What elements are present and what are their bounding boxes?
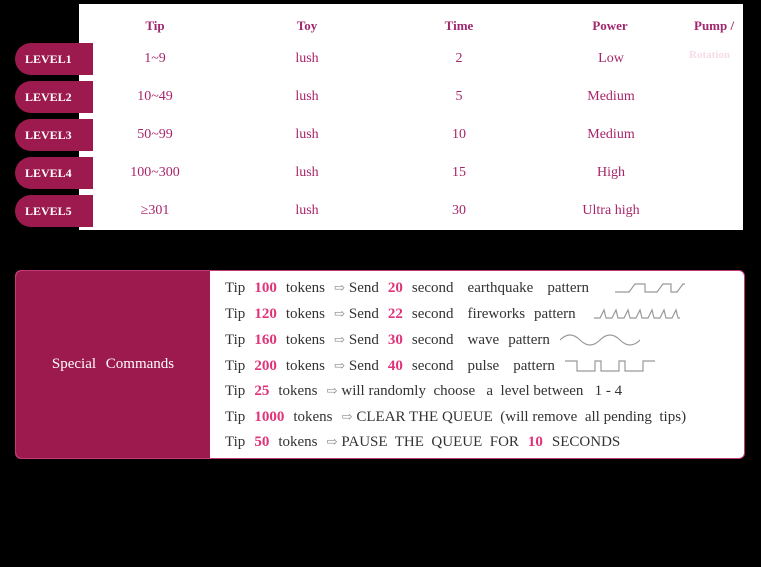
second-word: second xyxy=(411,279,454,296)
send-word: Send xyxy=(348,279,379,296)
row5-time: 30 xyxy=(452,203,466,218)
row1-time: 2 xyxy=(455,51,463,66)
command-fireworks xyxy=(225,303,680,325)
special-commands-panel xyxy=(15,270,745,459)
tokens-word: tokens xyxy=(285,357,325,374)
command-earthquake xyxy=(225,277,685,299)
row4-tip: 100~300 xyxy=(130,165,180,180)
pulse-pattern-icon xyxy=(565,359,655,373)
header-tip: Tip xyxy=(145,18,165,33)
tip-word: Tip xyxy=(225,408,246,425)
header-pump: Pump / xyxy=(694,18,735,33)
tip-word: Tip xyxy=(225,382,246,399)
level-badge-3: LEVEL3 xyxy=(15,119,93,151)
row3-toy: lush xyxy=(295,127,319,142)
tokens-word: tokens xyxy=(285,305,325,322)
command-seconds: 20 xyxy=(387,279,403,296)
tokens-word: tokens xyxy=(278,382,318,399)
command-seconds: 30 xyxy=(387,331,403,348)
pattern-name: pulse xyxy=(467,357,500,374)
row1-toy: lush xyxy=(295,51,319,66)
arrow-icon: ⇨ xyxy=(341,409,353,424)
levels-table xyxy=(79,4,743,230)
command-random-level xyxy=(225,380,622,402)
tokens-word: tokens xyxy=(293,408,333,425)
command-clear-queue xyxy=(225,406,686,428)
command-amount: 160 xyxy=(254,331,277,348)
send-word: Send xyxy=(348,305,379,322)
pattern-word: pattern xyxy=(534,305,576,322)
tip-word: Tip xyxy=(225,305,246,322)
fireworks-pattern-icon xyxy=(594,307,680,321)
command-pulse xyxy=(225,355,655,377)
pattern-name: wave xyxy=(467,331,500,348)
second-word: second xyxy=(411,357,454,374)
special-commands-title: Special Commands xyxy=(51,356,175,372)
row5-tip: ≥301 xyxy=(140,203,170,218)
row5-power: Ultra high xyxy=(582,203,640,218)
tokens-word: tokens xyxy=(278,433,318,450)
level-badge-4: LEVEL4 xyxy=(15,157,93,189)
level-badge-2: LEVEL2 xyxy=(15,81,93,113)
command-pause-queue xyxy=(225,431,620,453)
tip-word: Tip xyxy=(225,331,246,348)
pattern-name: fireworks xyxy=(467,305,526,322)
pattern-word: pattern xyxy=(508,331,550,348)
pattern-word: pattern xyxy=(547,279,589,296)
tokens-word: tokens xyxy=(285,331,325,348)
row2-power: Medium xyxy=(587,89,635,104)
wave-pattern-icon xyxy=(560,333,640,347)
command-amount: 100 xyxy=(254,279,277,296)
row3-tip: 50~99 xyxy=(137,127,173,142)
command-text: CLEAR THE QUEUE (will remove all pending tips) xyxy=(356,408,687,425)
second-word: second xyxy=(411,331,454,348)
row4-time: 15 xyxy=(452,165,466,180)
send-word: Send xyxy=(348,331,379,348)
send-word: Send xyxy=(348,357,379,374)
command-amount: 1000 xyxy=(254,408,285,425)
arrow-icon: ⇨ xyxy=(326,383,338,398)
row2-tip: 10~49 xyxy=(137,89,173,104)
second-word: second xyxy=(411,305,454,322)
pattern-word: pattern xyxy=(513,357,555,374)
command-seconds: 40 xyxy=(387,357,403,374)
command-amount: 50 xyxy=(254,433,270,450)
header-power: Power xyxy=(592,18,628,33)
row3-time: 10 xyxy=(452,127,466,142)
arrow-icon: ⇨ xyxy=(326,434,338,449)
tip-word: Tip xyxy=(225,433,246,450)
special-commands-label-box xyxy=(16,271,210,458)
row2-toy: lush xyxy=(295,89,319,104)
level-badge-5: LEVEL5 xyxy=(15,195,93,227)
command-text: PAUSE THE QUEUE FOR xyxy=(341,433,519,450)
header-rotation: Rotation xyxy=(689,49,730,61)
command-text: will randomly choose a level between 1 - 4 xyxy=(341,382,623,399)
command-amount: 120 xyxy=(254,305,277,322)
row4-toy: lush xyxy=(295,165,319,180)
pattern-name: earthquake xyxy=(467,279,534,296)
command-text-end: SECONDS xyxy=(551,433,621,450)
row2-time: 5 xyxy=(455,89,463,104)
header-toy: Toy xyxy=(296,18,318,33)
command-amount: 25 xyxy=(254,382,270,399)
header-time: Time xyxy=(444,18,474,33)
arrow-icon: ⇨ xyxy=(333,306,345,321)
command-amount: 200 xyxy=(254,357,277,374)
row3-power: Medium xyxy=(587,127,635,142)
row1-tip: 1~9 xyxy=(144,51,166,66)
level-badge-1: LEVEL1 xyxy=(15,43,93,75)
row4-power: High xyxy=(597,165,625,180)
row5-toy: lush xyxy=(295,203,319,218)
tokens-word: tokens xyxy=(285,279,325,296)
arrow-icon: ⇨ xyxy=(333,358,345,373)
arrow-icon: ⇨ xyxy=(333,280,345,295)
command-wave xyxy=(225,329,640,351)
tip-word: Tip xyxy=(225,357,246,374)
arrow-icon: ⇨ xyxy=(333,332,345,347)
tip-word: Tip xyxy=(225,279,246,296)
command-seconds: 10 xyxy=(527,433,543,450)
earthquake-pattern-icon xyxy=(615,281,685,295)
command-seconds: 22 xyxy=(387,305,403,322)
row1-power: Low xyxy=(598,51,624,66)
